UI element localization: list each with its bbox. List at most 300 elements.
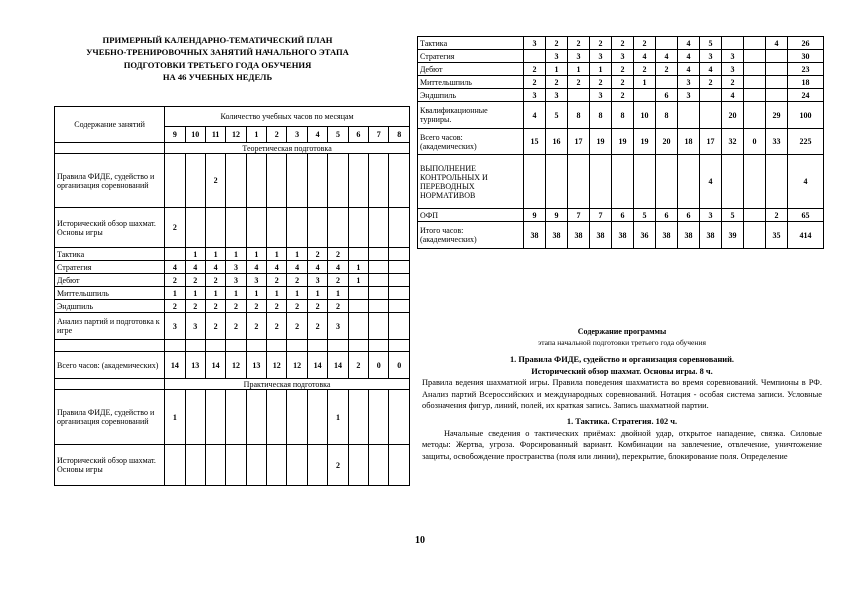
value-cell: 20 xyxy=(656,129,678,155)
total-label-cell: Всего часов: (академических) xyxy=(55,352,165,379)
value-cell: 1 xyxy=(348,274,368,287)
content-title: Содержание программы xyxy=(577,327,667,336)
value-cell xyxy=(722,155,744,209)
value-cell xyxy=(369,287,389,300)
value-cell xyxy=(267,445,287,486)
value-cell: 2 xyxy=(205,300,225,313)
empty-cell xyxy=(165,340,185,352)
row-label-cell: Эндшпиль xyxy=(55,300,165,313)
value-cell: 2 xyxy=(656,63,678,76)
table-row xyxy=(55,274,410,287)
value-cell xyxy=(246,208,266,248)
value-cell xyxy=(612,155,634,209)
table-row xyxy=(55,154,410,208)
value-cell xyxy=(348,208,368,248)
value-cell xyxy=(348,154,368,208)
value-cell: 10 xyxy=(634,102,656,129)
value-cell: 3 xyxy=(165,313,185,340)
section1-text: Правила ведения шахматной игры. Правила поведения шахматиста во время соревнований. Чемпионы в РФ. Анализ партий Всероссийских и международных соревнований. Нотация - особая система записи. Условные обозначения фигур, линий, полей, их краткая запись. Запись шахматной партии. xyxy=(422,378,822,411)
value-cell: 4 xyxy=(700,63,722,76)
section1-heading-2: Исторический обзор шахмат. Основы игры. 8 ч. xyxy=(531,366,713,376)
value-cell: 3 xyxy=(678,76,700,89)
value-cell xyxy=(744,37,766,50)
value-cell: 3 xyxy=(612,50,634,63)
value-cell xyxy=(165,445,185,486)
row-label-cell: Дебют xyxy=(55,274,165,287)
table-row xyxy=(418,76,824,89)
value-cell: 3 xyxy=(700,50,722,63)
value-cell: 2 xyxy=(568,76,590,89)
value-cell: 2 xyxy=(205,313,225,340)
total-value-cell: 12 xyxy=(226,352,246,379)
value-cell: 2 xyxy=(307,313,327,340)
table-row xyxy=(55,300,410,313)
value-cell: 26 xyxy=(788,37,824,50)
value-cell xyxy=(634,155,656,209)
table-row xyxy=(418,222,824,249)
month-cell: 6 xyxy=(348,127,368,143)
value-cell xyxy=(722,37,744,50)
header-row xyxy=(55,107,410,127)
value-cell: 4 xyxy=(678,63,700,76)
value-cell: 8 xyxy=(590,102,612,129)
value-cell: 4 xyxy=(165,261,185,274)
value-cell xyxy=(348,248,368,261)
value-cell xyxy=(766,63,788,76)
value-cell xyxy=(246,445,266,486)
value-cell: 1 xyxy=(246,287,266,300)
value-cell: 2 xyxy=(328,445,348,486)
value-cell: 3 xyxy=(185,313,205,340)
section2-heading: 1. Тактика. Стратегия. 102 ч. xyxy=(566,416,678,426)
value-cell: 17 xyxy=(700,129,722,155)
table-row xyxy=(55,313,410,340)
value-cell: 1 xyxy=(328,287,348,300)
value-cell: 2 xyxy=(205,154,225,208)
month-cell: 7 xyxy=(369,127,389,143)
value-cell: 38 xyxy=(700,222,722,249)
month-cell: 2 xyxy=(267,127,287,143)
value-cell: 2 xyxy=(267,300,287,313)
value-cell xyxy=(590,155,612,209)
value-cell: 1 xyxy=(634,76,656,89)
total-value-cell: 0 xyxy=(369,352,389,379)
value-cell xyxy=(348,287,368,300)
value-cell xyxy=(369,208,389,248)
value-cell: 16 xyxy=(546,129,568,155)
value-cell: 2 xyxy=(307,248,327,261)
table-row xyxy=(418,102,824,129)
value-cell: 6 xyxy=(678,209,700,222)
value-cell: 2 xyxy=(267,313,287,340)
value-cell: 4 xyxy=(246,261,266,274)
value-cell: 1 xyxy=(348,261,368,274)
empty-cell xyxy=(389,340,410,352)
value-cell: 8 xyxy=(568,102,590,129)
value-cell: 33 xyxy=(766,129,788,155)
value-cell xyxy=(389,274,410,287)
value-cell xyxy=(348,390,368,445)
value-cell: 3 xyxy=(568,50,590,63)
section1-heading: 1. Правила ФИДЕ, судейство и организация соревнований. xyxy=(509,355,735,364)
value-cell: 65 xyxy=(788,209,824,222)
empty-cell xyxy=(369,340,389,352)
value-cell: 20 xyxy=(722,102,744,129)
empty-cell xyxy=(185,340,205,352)
value-cell: 2 xyxy=(546,76,568,89)
value-cell xyxy=(546,155,568,209)
value-cell: 6 xyxy=(612,209,634,222)
total-row xyxy=(55,352,410,379)
month-cell: 8 xyxy=(389,127,410,143)
total-value-cell: 12 xyxy=(287,352,307,379)
value-cell: 39 xyxy=(722,222,744,249)
value-cell: 38 xyxy=(546,222,568,249)
title-line: ПОДГОТОВКИ ТРЕТЬЕГО ГОДА ОБУЧЕНИЯ xyxy=(123,59,312,70)
value-cell: 1 xyxy=(165,390,185,445)
value-cell xyxy=(656,37,678,50)
value-cell: 2 xyxy=(590,37,612,50)
value-cell: 414 xyxy=(788,222,824,249)
header-label-cell: Содержание занятий xyxy=(55,107,165,143)
value-cell: 1 xyxy=(568,63,590,76)
value-cell: 9 xyxy=(546,209,568,222)
value-cell xyxy=(348,300,368,313)
value-cell xyxy=(389,208,410,248)
section-row xyxy=(55,143,410,154)
value-cell: 7 xyxy=(568,209,590,222)
row-label-cell: Дебют xyxy=(418,63,524,76)
value-cell xyxy=(369,274,389,287)
value-cell: 5 xyxy=(722,209,744,222)
total-value-cell: 13 xyxy=(185,352,205,379)
value-cell: 1 xyxy=(226,287,246,300)
page-title xyxy=(40,34,395,84)
value-cell: 3 xyxy=(246,274,266,287)
value-cell xyxy=(185,390,205,445)
value-cell xyxy=(226,154,246,208)
value-cell: 1 xyxy=(205,248,225,261)
section-practice-cell: Практическая подготовка xyxy=(165,379,410,390)
value-cell: 3 xyxy=(226,274,246,287)
value-cell xyxy=(246,154,266,208)
value-cell: 2 xyxy=(205,274,225,287)
table-row xyxy=(418,155,824,209)
month-cell: 4 xyxy=(307,127,327,143)
program-content xyxy=(422,326,822,462)
value-cell: 4 xyxy=(678,50,700,63)
page-number: 10 xyxy=(415,535,425,546)
value-cell: 1 xyxy=(287,287,307,300)
empty-cell xyxy=(267,340,287,352)
row-label-cell: Правила ФИДЕ, судейство и организация соревнований xyxy=(55,390,165,445)
value-cell xyxy=(267,390,287,445)
value-cell: 5 xyxy=(700,37,722,50)
section-theory-cell: Теоретическая подготовка xyxy=(165,143,410,154)
value-cell: 2 xyxy=(524,63,546,76)
value-cell: 5 xyxy=(634,209,656,222)
value-cell: 3 xyxy=(678,89,700,102)
value-cell: 1 xyxy=(185,248,205,261)
value-cell xyxy=(205,208,225,248)
table-row xyxy=(55,390,410,445)
value-cell: 24 xyxy=(788,89,824,102)
value-cell: 9 xyxy=(524,209,546,222)
row-label-cell: Миттельшпиль xyxy=(55,287,165,300)
value-cell xyxy=(766,76,788,89)
table-row xyxy=(418,129,824,155)
row-label-cell: Миттельшпиль xyxy=(418,76,524,89)
value-cell xyxy=(524,155,546,209)
value-cell xyxy=(656,155,678,209)
table-row xyxy=(418,37,824,50)
value-cell: 2 xyxy=(307,300,327,313)
value-cell xyxy=(744,89,766,102)
value-cell: 2 xyxy=(287,313,307,340)
value-cell: 3 xyxy=(590,50,612,63)
value-cell xyxy=(369,445,389,486)
value-cell: 2 xyxy=(226,300,246,313)
value-cell xyxy=(307,208,327,248)
total-value-cell: 2 xyxy=(348,352,368,379)
empty-cell xyxy=(226,340,246,352)
total-value-cell: 14 xyxy=(328,352,348,379)
value-cell xyxy=(389,445,410,486)
total-value-cell: 12 xyxy=(267,352,287,379)
month-cell: 5 xyxy=(328,127,348,143)
value-cell: 3 xyxy=(307,274,327,287)
table-row xyxy=(418,50,824,63)
table-row xyxy=(418,63,824,76)
value-cell: 4 xyxy=(328,261,348,274)
value-cell xyxy=(328,208,348,248)
value-cell: 2 xyxy=(634,63,656,76)
value-cell: 4 xyxy=(287,261,307,274)
content-subtitle: этапа начальной подготовки третьего года обучения xyxy=(537,338,707,347)
total-value-cell: 14 xyxy=(205,352,225,379)
value-cell: 29 xyxy=(766,102,788,129)
value-cell xyxy=(226,390,246,445)
value-cell xyxy=(246,390,266,445)
value-cell xyxy=(744,50,766,63)
value-cell: 1 xyxy=(226,248,246,261)
month-cell: 11 xyxy=(205,127,225,143)
value-cell xyxy=(369,313,389,340)
header-months-cell: Количество учебных часов по месяцам xyxy=(165,107,410,127)
value-cell: 4 xyxy=(678,37,700,50)
value-cell xyxy=(328,154,348,208)
value-cell: 1 xyxy=(590,63,612,76)
row-label-cell: Стратегия xyxy=(55,261,165,274)
value-cell xyxy=(287,445,307,486)
value-cell: 5 xyxy=(546,102,568,129)
value-cell xyxy=(205,390,225,445)
value-cell xyxy=(165,248,185,261)
value-cell xyxy=(678,155,700,209)
value-cell xyxy=(226,445,246,486)
left-schedule-table xyxy=(54,106,410,486)
value-cell: 8 xyxy=(656,102,678,129)
value-cell: 4 xyxy=(766,37,788,50)
spacer-row xyxy=(55,340,410,352)
value-cell: 19 xyxy=(590,129,612,155)
value-cell: 2 xyxy=(612,89,634,102)
value-cell xyxy=(744,63,766,76)
value-cell: 18 xyxy=(678,129,700,155)
value-cell xyxy=(267,154,287,208)
value-cell: 36 xyxy=(634,222,656,249)
value-cell xyxy=(766,89,788,102)
value-cell: 2 xyxy=(612,37,634,50)
value-cell: 1 xyxy=(267,287,287,300)
value-cell: 2 xyxy=(185,274,205,287)
value-cell: 2 xyxy=(612,63,634,76)
value-cell xyxy=(287,208,307,248)
value-cell: 2 xyxy=(328,248,348,261)
value-cell: 2 xyxy=(722,76,744,89)
value-cell: 2 xyxy=(185,300,205,313)
value-cell xyxy=(185,445,205,486)
value-cell xyxy=(307,154,327,208)
value-cell xyxy=(389,313,410,340)
value-cell: 6 xyxy=(656,209,678,222)
value-cell: 38 xyxy=(524,222,546,249)
value-cell: 38 xyxy=(590,222,612,249)
value-cell: 4 xyxy=(307,261,327,274)
value-cell xyxy=(226,208,246,248)
value-cell: 2 xyxy=(165,274,185,287)
total-value-cell: 14 xyxy=(165,352,185,379)
empty-cell xyxy=(55,340,165,352)
section-blank-cell xyxy=(55,379,165,390)
value-cell: 3 xyxy=(328,313,348,340)
value-cell: 2 xyxy=(766,209,788,222)
value-cell xyxy=(389,390,410,445)
value-cell xyxy=(185,154,205,208)
row-label-cell: Стратегия xyxy=(418,50,524,63)
value-cell xyxy=(389,154,410,208)
table-row xyxy=(418,209,824,222)
value-cell xyxy=(744,102,766,129)
value-cell: 3 xyxy=(700,209,722,222)
title-line: НА 46 УЧЕБНЫХ НЕДЕЛЬ xyxy=(162,72,273,83)
value-cell xyxy=(389,261,410,274)
row-label-cell: ВЫПОЛНЕНИЕ КОНТРОЛЬНЫХ И ПЕРЕВОДНЫХ НОРМАТИВОВ xyxy=(418,155,524,209)
value-cell: 2 xyxy=(287,300,307,313)
table-row xyxy=(55,208,410,248)
table-row xyxy=(55,445,410,486)
value-cell: 1 xyxy=(185,287,205,300)
value-cell: 4 xyxy=(700,155,722,209)
value-cell: 38 xyxy=(612,222,634,249)
month-cell: 3 xyxy=(287,127,307,143)
value-cell: 4 xyxy=(267,261,287,274)
value-cell xyxy=(205,445,225,486)
value-cell: 6 xyxy=(656,89,678,102)
value-cell xyxy=(348,445,368,486)
value-cell: 225 xyxy=(788,129,824,155)
value-cell: 2 xyxy=(287,274,307,287)
value-cell: 18 xyxy=(788,76,824,89)
value-cell: 2 xyxy=(267,274,287,287)
row-label-cell: Эндшпиль xyxy=(418,89,524,102)
value-cell: 2 xyxy=(226,313,246,340)
value-cell: 19 xyxy=(612,129,634,155)
value-cell: 3 xyxy=(546,89,568,102)
value-cell: 35 xyxy=(766,222,788,249)
value-cell xyxy=(287,154,307,208)
value-cell: 4 xyxy=(524,102,546,129)
value-cell xyxy=(744,222,766,249)
row-label-cell: Тактика xyxy=(418,37,524,50)
row-label-cell: Правила ФИДЕ, судейство и организация соревнований xyxy=(55,154,165,208)
value-cell xyxy=(568,155,590,209)
row-label-cell: Анализ партий и подготовка к игре xyxy=(55,313,165,340)
month-cell: 12 xyxy=(226,127,246,143)
value-cell xyxy=(744,209,766,222)
row-label-cell: Всего часов: (академических) xyxy=(418,129,524,155)
value-cell xyxy=(369,261,389,274)
value-cell xyxy=(287,390,307,445)
value-cell: 2 xyxy=(165,300,185,313)
value-cell xyxy=(678,102,700,129)
value-cell xyxy=(369,248,389,261)
value-cell: 2 xyxy=(700,76,722,89)
value-cell: 1 xyxy=(546,63,568,76)
value-cell: 1 xyxy=(205,287,225,300)
value-cell: 2 xyxy=(524,76,546,89)
value-cell: 1 xyxy=(307,287,327,300)
value-cell xyxy=(700,102,722,129)
value-cell: 2 xyxy=(634,37,656,50)
value-cell xyxy=(656,76,678,89)
value-cell xyxy=(185,208,205,248)
table-row xyxy=(55,287,410,300)
month-cell: 1 xyxy=(246,127,266,143)
value-cell: 4 xyxy=(634,50,656,63)
value-cell: 38 xyxy=(568,222,590,249)
value-cell xyxy=(369,390,389,445)
empty-cell xyxy=(328,340,348,352)
value-cell: 19 xyxy=(634,129,656,155)
value-cell xyxy=(744,76,766,89)
value-cell: 4 xyxy=(788,155,824,209)
value-cell: 2 xyxy=(590,76,612,89)
empty-cell xyxy=(246,340,266,352)
value-cell: 4 xyxy=(722,89,744,102)
value-cell: 38 xyxy=(656,222,678,249)
section-row xyxy=(55,379,410,390)
total-value-cell: 0 xyxy=(389,352,410,379)
empty-cell xyxy=(205,340,225,352)
value-cell xyxy=(369,300,389,313)
right-schedule-table xyxy=(417,36,824,249)
title-line: УЧЕБНО-ТРЕНИРОВОЧНЫХ ЗАНЯТИЙ НАЧАЛЬНОГО ЭТАПА xyxy=(86,47,349,58)
value-cell xyxy=(744,155,766,209)
month-cell: 9 xyxy=(165,127,185,143)
value-cell: 4 xyxy=(185,261,205,274)
value-cell: 3 xyxy=(722,50,744,63)
value-cell: 1 xyxy=(267,248,287,261)
value-cell: 7 xyxy=(590,209,612,222)
value-cell: 4 xyxy=(656,50,678,63)
value-cell: 3 xyxy=(722,63,744,76)
empty-cell xyxy=(307,340,327,352)
value-cell: 17 xyxy=(568,129,590,155)
value-cell xyxy=(700,89,722,102)
value-cell: 1 xyxy=(246,248,266,261)
value-cell xyxy=(307,445,327,486)
